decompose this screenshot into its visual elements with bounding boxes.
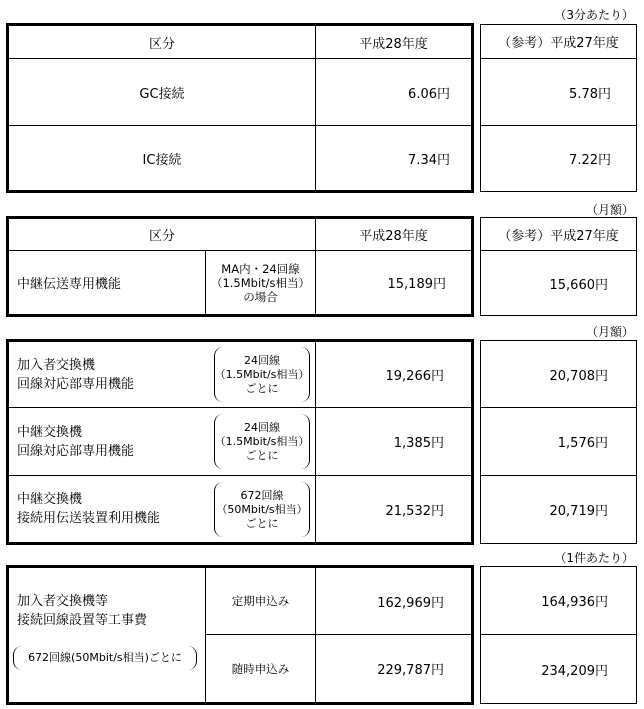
- table1-row-ic-h27: 7.22円: [569, 153, 611, 168]
- table2-header-h28: 平成28年度: [359, 229, 428, 244]
- table1-header-h28: 平成28年度: [359, 36, 428, 52]
- table3-row3-h28: 21,532円: [385, 503, 444, 519]
- unit-label-monthly-1: （月額）: [585, 203, 634, 217]
- table4-row2-h28: 229,787円: [377, 663, 444, 678]
- table3-row3-label-line1: 中継交換機: [17, 492, 83, 507]
- table3-row1-label-line2: 回線対応部専用機能: [17, 376, 135, 392]
- table1-row-gc-h27: 5.78円: [569, 86, 611, 102]
- table2-h27: 15,660円: [549, 277, 608, 293]
- table3-row1-label: [17, 342, 212, 407]
- table3-row1-label-line1: 加入者交換機: [17, 357, 96, 373]
- table3-row2-h27: 1,576円: [557, 436, 608, 451]
- table2-label: 中継伝送専用機能: [17, 277, 122, 292]
- table2-h28: 15,189円: [387, 277, 446, 292]
- table2-cond-line2: （1.5Mbit/s相当）: [210, 275, 311, 290]
- unit-label-per-3min: （3分あたり）: [554, 8, 634, 22]
- table3-row2-label-line1: 中継交換機: [17, 424, 83, 440]
- table4-label: [17, 590, 205, 632]
- table3-row1-cond-line1: 24回線: [244, 353, 280, 367]
- table3-row3-condition: [214, 482, 310, 537]
- unit-label-monthly-2: （月額）: [585, 325, 634, 339]
- table3-row1-h28: 19,266円: [385, 369, 444, 384]
- table2-header-h27: （参考）平成27年度: [498, 228, 619, 244]
- table3-row1-condition: [214, 347, 310, 402]
- table3-row1-h27: 20,708円: [549, 368, 608, 384]
- table4-label-line2: 接続回線設置等工事費: [17, 613, 148, 628]
- table3-row1-cond-line3: ごとに: [245, 381, 279, 395]
- table4-row1-h28: 162,969円: [377, 595, 444, 611]
- table3-row2-cond-line1: 24回線: [244, 420, 280, 434]
- table3-row1-cond-line2: （1.5Mbit/s相当）: [214, 367, 310, 381]
- table3-row3-cond-line2: （50Mbit/s相当）: [216, 502, 308, 516]
- table3-row3-cond-line1: 672回線: [240, 488, 284, 502]
- table2-cond-line3: の場合: [243, 289, 278, 304]
- table3-row2-cond-line3: ごとに: [245, 448, 279, 462]
- table3-row3-label-line2: 接続用伝送装置利用機能: [17, 511, 161, 526]
- table3-row2-cond-line2: （1.5Mbit/s相当）: [214, 434, 310, 448]
- unit-label-per-case: （1件あたり）: [554, 551, 634, 565]
- table1-row-gc-label: GC接続: [139, 86, 185, 102]
- table3-row2-label: [17, 408, 212, 475]
- table4-row1-type: 定期申込み: [231, 594, 290, 608]
- table1-row-ic-h28: 7.34円: [408, 152, 450, 168]
- table3-row3-label: [17, 476, 212, 542]
- table3-row3-cond-line3: ごとに: [245, 516, 279, 530]
- table1-row-ic-label: IC接続: [142, 152, 182, 168]
- table4-row1-h27: 164,936円: [541, 595, 608, 610]
- table1-header-h27: （参考）平成27年度: [498, 36, 619, 51]
- table3-row2-label-line2: 回線対応部専用機能: [17, 443, 135, 459]
- table2-cond-line1: MA内・24回線: [221, 261, 300, 276]
- table2-header-kubun: 区分: [148, 229, 175, 244]
- table4-note: 672回線(50Mbit/s相当)ごとに: [28, 651, 182, 664]
- table2-condition: [206, 251, 315, 314]
- table4-label-line1: 加入者交換機等: [17, 594, 109, 609]
- table3-row3-h27: 20,719円: [549, 504, 608, 519]
- table3-row2-condition: [214, 414, 310, 469]
- table4-row2-type: 随時申込み: [231, 661, 290, 676]
- table3-row2-h28: 1,385円: [393, 436, 444, 451]
- table1-row-gc-h28: 6.06円: [408, 86, 450, 102]
- table1-header-kubun: 区分: [148, 36, 175, 52]
- table4-row2-h27: 234,209円: [541, 663, 608, 679]
